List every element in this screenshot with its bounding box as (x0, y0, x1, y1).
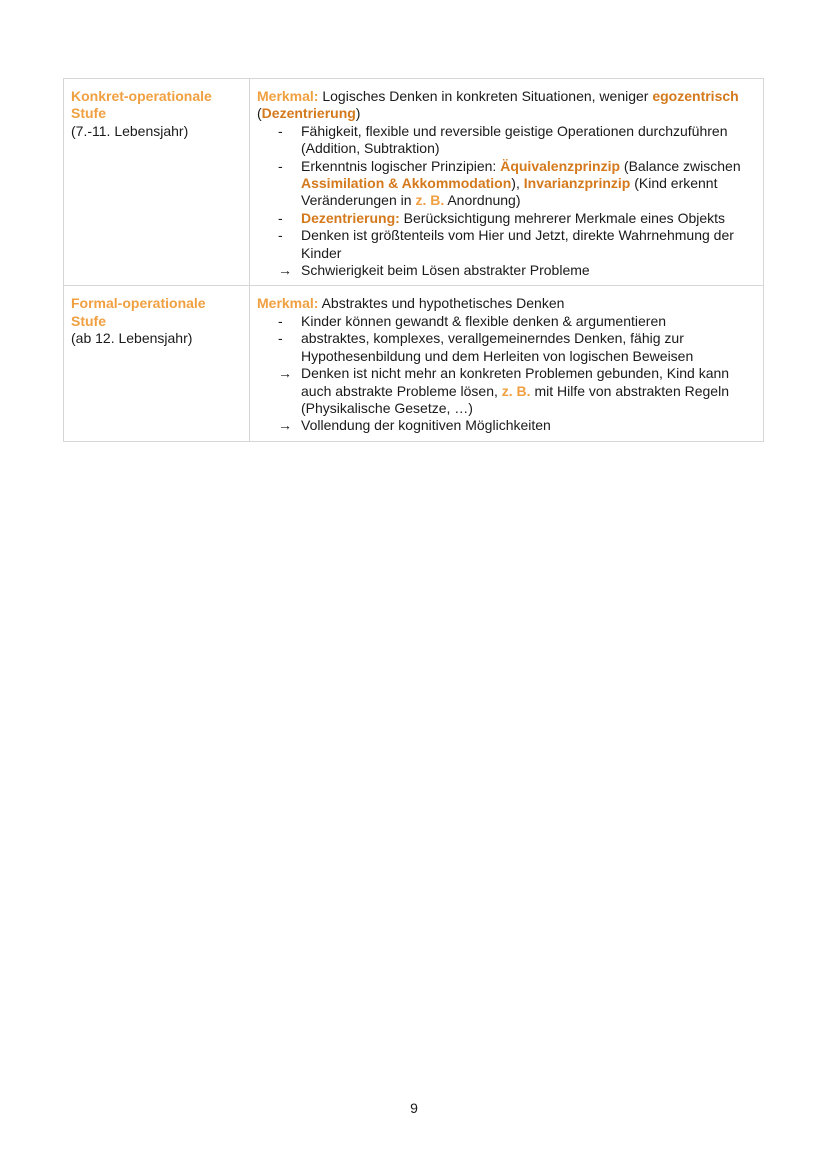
label-highlight: z. B. (501, 382, 531, 399)
list-item (257, 365, 756, 417)
list-item-text (301, 417, 756, 434)
list-item-text (301, 365, 756, 417)
term-highlight: Invarianzprinzip (523, 175, 631, 192)
text-segment: Logisches Denken in konkreten Situationen, weniger (318, 88, 653, 104)
text-segment: Schwierigkeit beim Lösen abstrakter Probleme (301, 262, 590, 279)
arrow-marker: → (278, 365, 292, 382)
stages-table (63, 78, 764, 442)
list-item-text (301, 313, 756, 330)
list-item (257, 313, 756, 330)
label-highlight: z. B. (415, 192, 445, 209)
arrow-marker: → (278, 417, 292, 434)
term-highlight: Dezentrierung (261, 105, 356, 122)
list-item-text (301, 227, 756, 262)
text-segment: mit Hilfe von abstrakten Regeln (Physikalische Gesetze, …) (301, 382, 729, 416)
stage-name: Konkret-operationale Stufe (71, 88, 212, 122)
stage-age: (ab 12. Lebensjahr) (71, 330, 193, 347)
list-item (257, 123, 756, 158)
term-highlight: egozentrisch (652, 88, 739, 104)
characteristics-cell (250, 286, 764, 441)
dash-marker: - (278, 157, 283, 174)
label-highlight: Merkmal: (257, 88, 319, 104)
label-highlight: Merkmal: (257, 295, 319, 312)
list-item (257, 158, 756, 210)
stage-age: (7.-11. Lebensjahr) (71, 122, 189, 139)
list-item-text (301, 158, 756, 210)
term-highlight: Äquivalenzprinzip (500, 157, 621, 174)
text-segment: Berücksichtigung mehrerer Merkmale eines Objekts (399, 209, 726, 226)
list-item (257, 210, 756, 227)
text-segment: ), (511, 175, 524, 192)
dash-marker: - (278, 122, 283, 139)
text-segment: Denken ist nicht mehr an konkreten Problemen gebunden, Kind kann auch abstrakte Probleme lösen, (301, 365, 730, 399)
term-highlight: Assimilation & Akkommodation (301, 175, 512, 192)
text-segment: (Balance zwischen (620, 157, 741, 174)
text-segment: Anordnung) (444, 192, 521, 209)
text-segment: (Kind erkennt Veränderungen in (301, 175, 718, 209)
dash-marker: - (278, 227, 283, 244)
text-segment: Kinder können gewandt & flexible denken & argumentieren (301, 312, 667, 329)
text-segment: Denken ist größtenteils vom Hier und Jetzt, direkte Wahrnehmung der Kinder (301, 227, 734, 261)
dash-marker: - (278, 209, 283, 226)
list-item-text (301, 123, 756, 158)
characteristics-cell (250, 79, 764, 286)
text-segment: ) (355, 105, 361, 122)
table-row (64, 79, 764, 286)
arrow-marker: → (278, 262, 292, 279)
stage-name: Formal-operationale Stufe (71, 295, 206, 329)
table-row (64, 286, 764, 441)
list-item (257, 262, 756, 279)
text-segment: Fähigkeit, flexible und reversible geistige Operationen durchzuführen (Addition, Subtraktion) (301, 122, 728, 157)
stage-cell (64, 79, 250, 286)
text-segment: ( (257, 105, 262, 122)
list-item (257, 417, 756, 434)
term-highlight: Dezentrierung: (301, 209, 400, 226)
list-item (257, 330, 756, 365)
text-segment: Abstraktes und hypothetisches Denken (318, 295, 565, 312)
characteristic-intro (257, 88, 756, 123)
text-segment: Vollendung der kognitiven Möglichkeiten (301, 417, 551, 434)
dash-marker: - (278, 312, 283, 329)
characteristic-intro (257, 295, 756, 312)
page-number: 9 (410, 1100, 418, 1116)
dash-marker: - (278, 330, 283, 347)
list-item-text (301, 210, 756, 227)
list-item (257, 227, 756, 262)
text-segment: Erkenntnis logischer Prinzipien: (301, 157, 501, 174)
stage-cell (64, 286, 250, 441)
text-segment: abstraktes, komplexes, verallgemeinerndes Denken, fähig zur Hypothesenbildung und dem Herleiten von logischen Beweisen (301, 330, 694, 364)
list-item-text (301, 262, 756, 279)
list-item-text (301, 330, 756, 365)
